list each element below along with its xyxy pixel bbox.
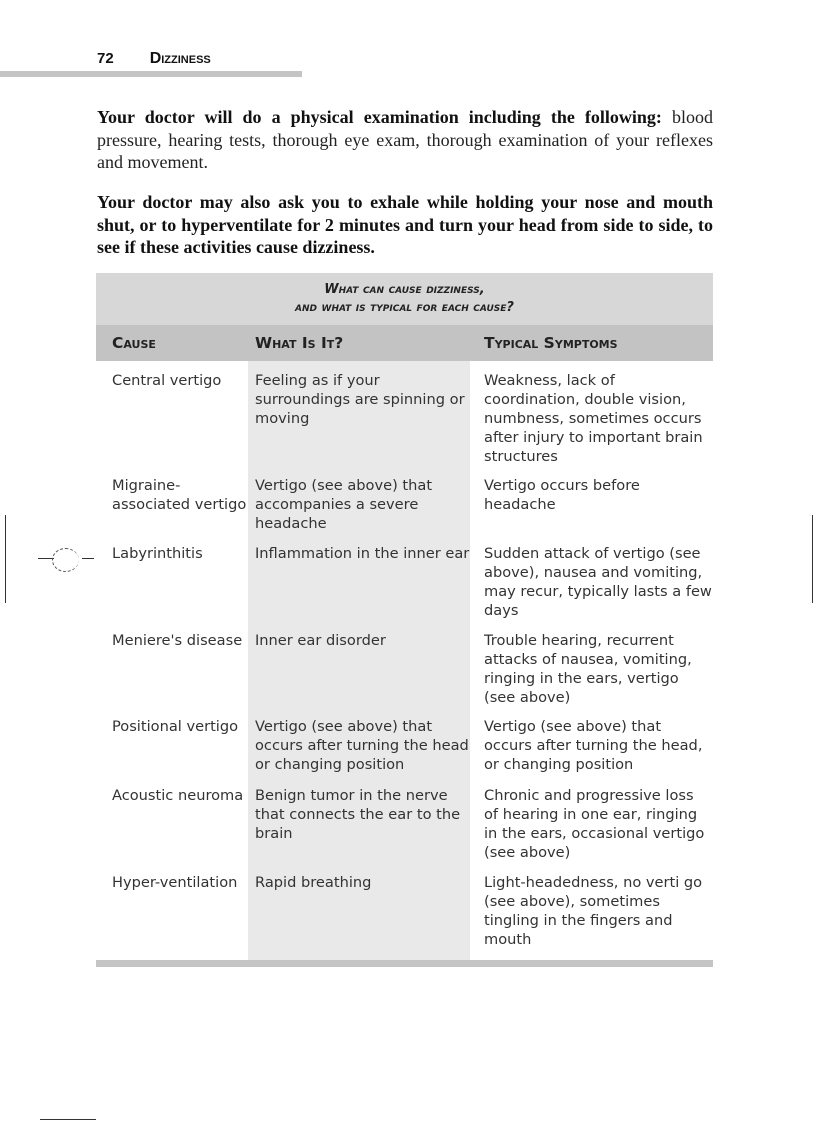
table-title (96, 273, 713, 325)
description-cell: Inner ear disorder (255, 632, 386, 649)
description-cell: Inflammation in the inner ear (255, 545, 470, 562)
table-bottom-rule (96, 960, 713, 967)
cause-cell: Migraine-associated vertigo (112, 477, 247, 513)
symptoms-cell: Chronic and progressive loss of hearing in one ear, ringing in the ears, occasional vertigo (see above) (484, 787, 705, 861)
paragraph-tests (97, 191, 713, 259)
cause-cell: Hyper-ventilation (112, 874, 238, 891)
description-cell: Rapid breathing (255, 874, 372, 891)
column-shading (248, 361, 470, 962)
running-title: Dizziness (149, 50, 211, 67)
crop-mark (5, 515, 6, 603)
table-body (96, 361, 713, 962)
description-cell: Benign tumor in the nerve that connects the ear to the brain (255, 787, 461, 842)
symptoms-cell: Vertigo occurs before headache (484, 477, 640, 513)
paragraph-exam (97, 106, 713, 174)
symptoms-cell: Vertigo (see above) that occurs after turning the head, or changing position (484, 718, 703, 773)
table-title-line: and what is typical for each cause? (295, 300, 514, 315)
crop-mark (40, 1119, 96, 1120)
column-header-symptoms: Typical Symptoms (484, 334, 618, 352)
running-header (97, 50, 211, 68)
column-header-what: What Is It? (255, 334, 344, 352)
symptoms-cell: Trouble hearing, recurrent attacks of nausea, vomiting, ringing in the ears, vertigo (see above) (484, 632, 692, 706)
table-title-line: What can cause dizziness, (324, 282, 485, 297)
symptoms-cell: Sudden attack of vertigo (see above), nausea and vomiting, may recur, typically lasts a few days (484, 545, 712, 619)
cause-cell: Labyrinthitis (112, 545, 203, 562)
description-cell: Feeling as if your surroundings are spinning or moving (255, 372, 465, 427)
symptoms-cell: Light-headedness, no verti go (see above), sometimes tingling in the fingers and mouth (484, 874, 703, 948)
description-cell: Vertigo (see above) that accompanies a severe headache (255, 477, 433, 532)
table-header (96, 325, 713, 361)
crop-mark (82, 558, 94, 559)
header-rule (0, 71, 302, 77)
paragraph-text: blood pressure, hearing tests, thorough eye exam, thorough examination of your reflexes and movement. (97, 107, 713, 172)
symptoms-cell: Weakness, lack of coordination, double vision, numbness, sometimes occurs after injury to important brain structures (484, 372, 703, 465)
paragraph-lead: Your doctor will do a physical examination including the following: (97, 107, 662, 127)
page-number: 72 (97, 50, 114, 67)
registration-mark (52, 548, 79, 572)
column-header-cause: Cause (112, 334, 156, 352)
cause-cell: Central vertigo (112, 372, 222, 389)
cause-cell: Positional vertigo (112, 718, 239, 735)
crop-mark (812, 515, 813, 603)
cause-cell: Meniere's disease (112, 632, 243, 649)
cause-cell: Acoustic neuroma (112, 787, 244, 804)
causes-table (96, 273, 713, 962)
description-cell: Vertigo (see above) that occurs after turning the head or changing position (255, 718, 469, 773)
paragraph-lead: Your doctor may also ask you to exhale while holding your nose and mouth shut, or to hyperventilate for 2 minutes and turn your head from side to side, to see if these activities cause dizziness. (97, 192, 713, 257)
